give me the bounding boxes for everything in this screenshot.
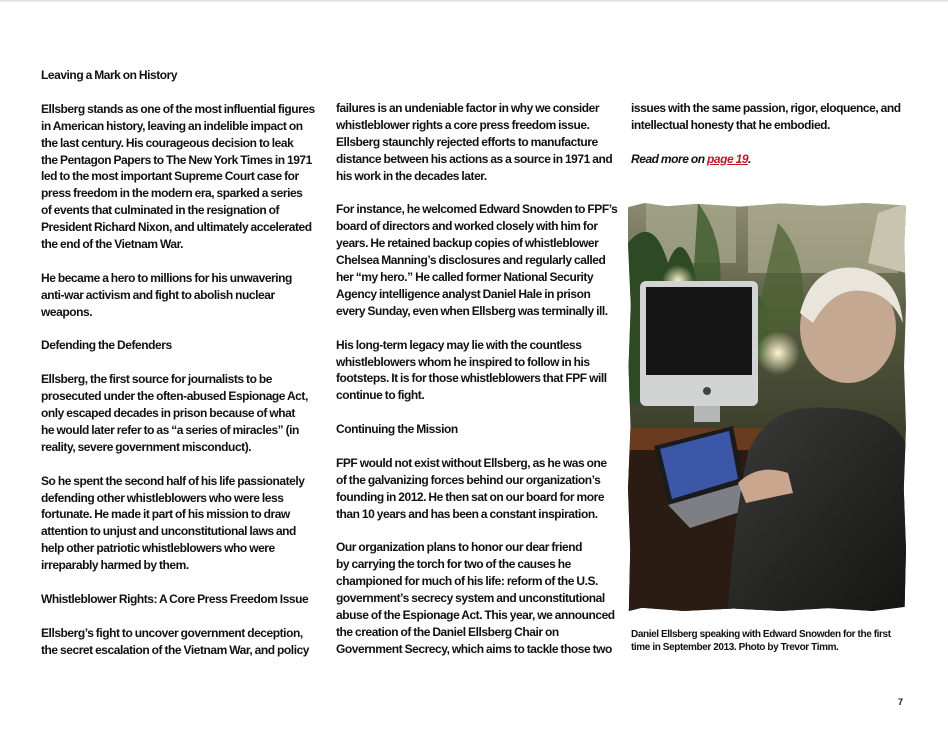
page-top-edge [0,0,948,3]
heading-defending-the-defenders: Defending the Defenders [41,338,172,353]
text-line: whistleblower rights a core press freedom issue. [336,117,590,132]
text-line: Ellsberg’s fight to uncover government deception, [41,625,303,640]
text-line: he would later refer to as “a series of miracles” (in [41,422,299,437]
page-number: 7 [898,697,904,707]
text-line: footsteps. It is for those whistleblowers that FPF will [336,371,607,386]
text-line: years. He retained backup copies of whistleblower [336,236,599,251]
text-line: championed for much of his life: reform of the U.S. [336,574,598,589]
text-line: defending other whistleblowers who were less [41,490,284,505]
text-line: His long-term legacy may lie with the countless [336,337,582,352]
heading-leaving-a-mark: Leaving a Mark on History [41,68,178,82]
paragraph [41,625,316,659]
paragraph [41,101,316,253]
caption-line: time in September 2013. Photo by Trevor Timm. [631,642,839,654]
text-line: intellectual honesty that he embodied. [631,117,830,132]
text-line: whistleblowers whom he inspired to follow in his [336,354,590,369]
text-line: So he spent the second half of his life passionately [41,473,305,488]
text-line: board of directors and worked closely with him for [336,219,598,234]
text-line: by carrying the torch for two of the causes he [336,557,571,572]
heading-continuing-the-mission: Continuing the Mission [336,422,458,437]
text-line: of the galvanizing forces behind our organization’s [336,472,601,487]
text-line: press freedom in the modern era, sparked a series [41,186,303,201]
text-line: her “my hero.” He called former National Security [336,270,594,285]
text-line: issues with the same passion, rigor, eloquence, and [631,101,901,115]
paragraph [41,270,316,321]
column-middle [336,100,618,675]
ellsberg-photo [628,203,906,611]
text-line: Ellsberg stands as one of the most influential figures [41,101,315,116]
text-line: fortunate. He made it part of his mission to draw [41,507,290,522]
text-line: in American history, leaving an indelible impact on [41,118,303,133]
text-line: Government Secrecy, which aims to tackle those two [336,641,612,656]
paragraph [41,473,316,574]
paragraph [631,100,906,134]
text-line: the creation of the Daniel Ellsberg Chair on [336,625,559,640]
text-line: attention to unjust and unconstitutional laws and [41,524,296,539]
column-left [41,67,316,676]
paragraph [336,455,611,523]
read-more-line [631,151,906,168]
paragraph [41,371,316,456]
caption-line: Daniel Ellsberg speaking with Edward Snowden for the first [631,629,891,640]
read-more-suffix: . [748,151,751,166]
text-line: than 10 years and has been a constant inspiration. [336,506,598,521]
text-line: reality, severe government misconduct). [41,439,252,454]
text-line: President Richard Nixon, and ultimately accelerated [41,220,312,235]
paragraph [336,539,615,657]
text-line: distance between his actions as a source in 1971 and [336,151,613,166]
photo-caption [631,628,906,655]
text-line: For instance, he welcomed Edward Snowden to FPF’s [336,202,618,217]
heading-whistleblower-rights: Whistleblower Rights: A Core Press Freedom Issue [41,592,309,606]
paragraph [336,337,611,405]
text-line: the secret escalation of the Vietnam War, and policy [41,642,310,657]
text-line: Agency intelligence analyst Daniel Hale in prison [336,286,591,301]
text-line: Ellsberg, the first source for journalists to be [41,372,272,387]
text-line: He became a hero to millions for his unwavering [41,270,292,285]
paragraph [336,100,611,185]
imac-monitor [640,281,758,422]
text-line: Ellsberg staunchly rejected efforts to manufacture [336,134,598,149]
text-line: anti-war activism and fight to abolish nuclear [41,287,275,302]
text-line: irreparably harmed by them. [41,558,189,573]
column-right [631,100,906,185]
text-line: of events that culminated in the resignation of [41,203,280,218]
paragraph [336,201,618,319]
text-line: government’s secrecy system and unconstitutional [336,591,605,606]
text-line: only escaped decades in prison because of what [41,406,295,421]
text-line: the end of the Vietnam War. [41,237,184,252]
text-line: prosecuted under the often-abused Espionage Act, [41,389,308,404]
text-line: failures is an undeniable factor in why we consider [336,101,600,115]
text-line: continue to fight. [336,388,425,403]
text-line: help other patriotic whistleblowers who were [41,541,275,556]
text-line: founding in 2012. He then sat on our board for more [336,489,605,504]
text-line: Chelsea Manning’s disclosures and regularly called [336,253,606,268]
text-line: weapons. [41,304,93,319]
text-line: the Pentagon Papers to The New York Times in 1971 [41,152,312,167]
text-line: FPF would not exist without Ellsberg, as he was one [336,455,607,470]
text-line: every Sunday, even when Ellsberg was terminally ill. [336,303,608,318]
text-line: his work in the decades later. [336,168,487,183]
text-line: abuse of the Espionage Act. This year, we announced [336,608,615,623]
read-more-prefix: Read more on [631,151,707,166]
page-19-link[interactable]: page 19 [707,151,749,166]
text-line: Our organization plans to honor our dear friend [336,540,583,555]
text-line: the last century. His courageous decision to leak [41,135,294,150]
text-line: led to the most important Supreme Court case for [41,169,299,184]
